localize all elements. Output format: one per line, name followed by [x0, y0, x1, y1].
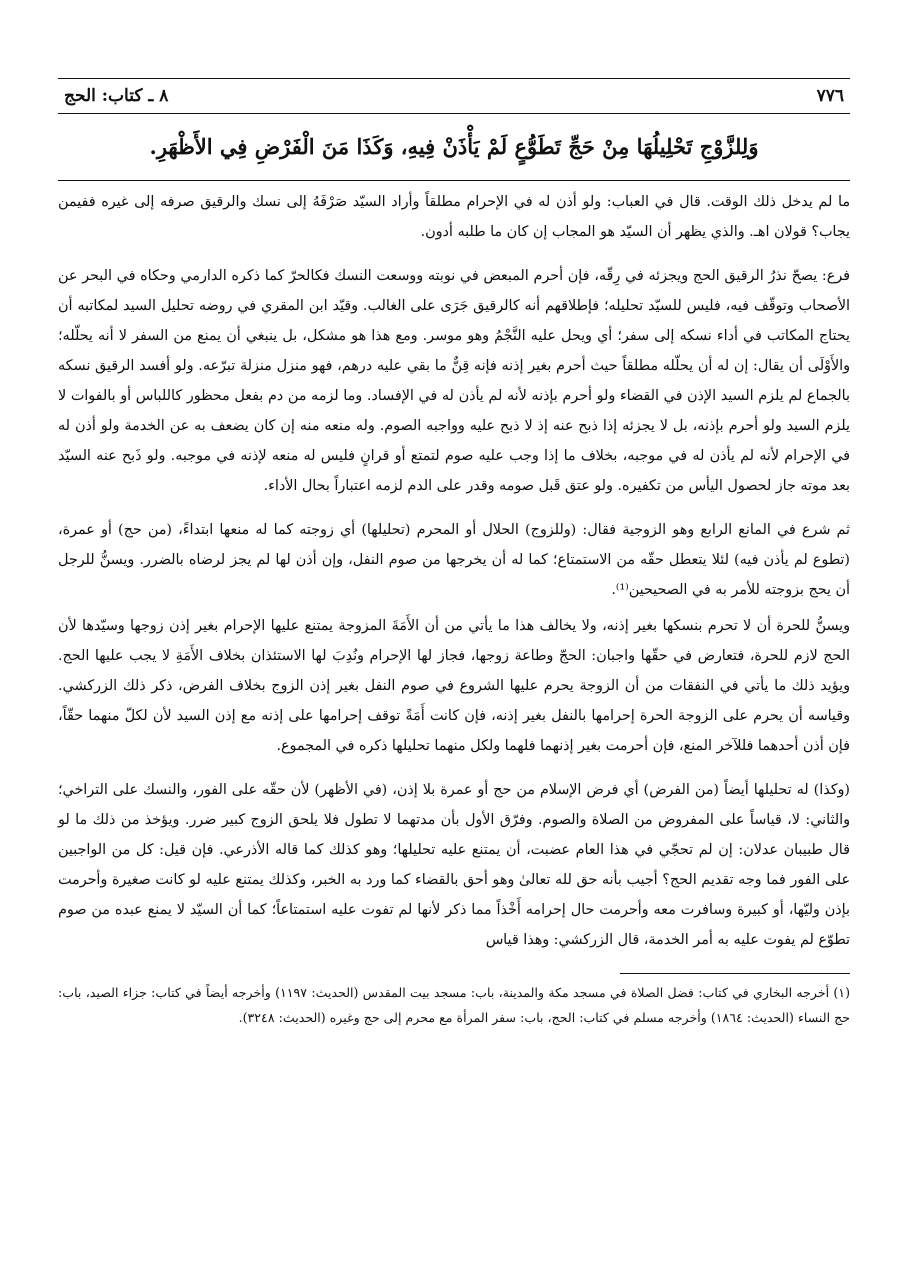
paragraph: ثم شرع في المانع الرابع وهو الزوجية فقال: (وللزوج) الحلال أو المحرم (تحليلها) أي زوجته كما له منعها ابتداءً، (من حج) أو عمرة، (تطوع لم يأذن فيه) لئلا يتعطل حقّه من الاستمتاع؛ كما له أن يخرجها من صوم النفل، وإن أذن لها لم يجز لرضاه بالضرر. ويسنُّ للرجل أن يحج بزوجته للأمر به في الصحيحين⁽¹⁾. — [58, 522, 850, 598]
footnote-divider — [620, 973, 850, 974]
book-page — [58, 78, 850, 1030]
footnote — [58, 980, 850, 1030]
footnote-text: (١) أخرجه البخاري في كتاب: فضل الصلاة في مسجد مكة والمدينة، باب: مسجد بيت المقدس (الحديث: ١١٩٧) وأخرجه أيضاً في كتاب: جزاء الصيد، باب: حج النساء (الحديث: ١٨٦٤) وأخرجه مسلم في كتاب: الحج، باب: سفر المرأة مع محرم إلى حج وغيره (الحديث: ٣٢٤٨). — [58, 985, 850, 1025]
matn-text: وَلِلزَّوْجِ تَحْلِيلُهَا مِنْ حَجِّ تَطَوُّعٍ لَمْ يَأْذَنْ فِيهِ، وَكَذَا مَنَ الْفَرْضِ فِي الأَظْهَرِ. — [149, 134, 759, 159]
paragraph: ما لم يدخل ذلك الوقت. قال في العباب: ولو أذن له في الإحرام مطلقاً وأراد السيّد صَرْفَهُ إلى نسك والرقيق صرفه إلى غيره ففيمن يجاب؟ قولان اهـ. والذي يظهر أن السيّد هو المجاب إن كان ما طلبه أدون. — [58, 194, 850, 240]
paragraph: فرع: يصحّ نذرُ الرقيق الحج ويجزئه في رِقّه، فإن أحرم المبعض في نوبته ووسعت النسك فكالحرّ كما ذكره الدارمي وحكاه في البحر عن الأصحاب وتوقّف فيه، فليس للسيّد تحليله؛ فإطلاقهم أنه كالرقيق جَرَى على الغالب. وقيّد ابن المقري في روضه تحليل السيد لمكاتبه أن يحتاج المكاتب في أداء نسكه إلى سفر؛ أي ويحل عليه النَّجْمُ وهو موسر. ومع هذا هو مشكل، بل ينبغي أن يمنع من السفر لا أنه يحلّله؛ والأَوْلَى أن يقال: إن له أن يحلّله مطلقاً حيث أحرم بغير إذنه فإنه قِنٌّ ما بقي عليه درهم، فهو منزل منزلة تبرّعه. ولو أفسد الرقيق نسكه بالجماع لم يلزم السيد الإذن في القضاء ولو أحرم بإذنه لأنه لم يأذن له في الإفساد. وما لزمه من دم بفعل محظور كاللباس أو بالفوات لا يلزم السيد ولو أحرم بإذنه، بل لا يجزئه إذا ذبح عنه إذ لا ذبح عليه وواجبه الصوم. وله منعه منه إن كان يضعف به عن الخدمة ولو أذن له في الإحرام لأنه لم يأذن له في موجبه، بخلاف ما إذا وجب عليه صوم لتمتع أو قرانٍ فليس له منعه لإذنه في موجبه. ولو ذَبح عنه السيّد بعد موته جاز لحصول اليأس من تكفيره. ولو عتق قَبل صومه وقدر على الدم لزمه اعتباراً بحال الأداء. — [58, 268, 850, 494]
commentary-body — [58, 187, 850, 955]
paragraph: ويسنُّ للحرة أن لا تحرم بنسكها بغير إذنه، ولا يخالف هذا ما يأتي من أن الأَمَةَ المزوجة يمتنع عليها الإحرام بغير إذن زوجها وسيّدها لأن الحج لازم للحرة، فتعارض في حقّها واجبان: الحجّ وطاعة زوجها، فجاز لها الإحرام ونُدِبَ لها الاستئذان بخلاف الأَمَةِ لا يجب عليها الحج. ويؤيد ذلك ما يأتي في النفقات من أن الزوجة يحرم عليها الشروع في صوم النفل بغير إذن الزوج بخلاف الفرض، ذكر ذلك الزركشي. وقياسه أن يحرم على الزوجة الحرة إحرامها بالنفل بغير إذنه، فإن كانت أَمَةً توقف إحرامها على إذنه مع إذن السيد لأن لكلّ منهما حقّاً، فإن أذن أحدهما فللآخر المنع، فإن أحرمت بغير إذنهما فلهما ولكل منهما تحليلها ذكره في المجموع. — [58, 618, 850, 754]
running-header — [58, 78, 850, 114]
matn-divider — [58, 180, 850, 181]
chapter-title: ٨ ـ كتاب: الحج — [64, 86, 169, 106]
paragraph: (وكذا) له تحليلها أيضاً (من الفرض) أي فرض الإسلام من حج أو عمرة بلا إذن، (في الأظهر) لأن حقّه على الفور، والنسك على التراخي؛ والثاني: لا، قياساً على المفروض من الصلاة والصوم. وفرّق الأول بأن مدتهما لا تطول فلا يلحق الزوج كبير ضرر. ويؤخذ من ذلك ما لو قال طبيبان عدلان: إن لم تحجّي في هذا العام عضبت، أن يمتنع عليه تحليلها؛ وهو كذلك كما قاله الأذرعي. فإن قيل: كل من الواجبين على الفور فما وجه تقديم الحج؟ أجيب بأنه حق لله تعالىٰ وهو أحق بالقضاء كما ورد به الخبر، وكذلك يمتنع عليه لو كانت صغيرة وأحرمت بإذن وليّها، أو كبيرة وسافرت معه وأحرمت حال إحرامه أَخْذاً مما ذكر لأنها لم تفوت عليه استمتاعاً؛ كما أن السيّد لا يمنع عبده من صوم تطوّع لم يفوت عليه به أمر الخدمة، قال الزركشي: وهذا قياس — [58, 782, 850, 948]
page-number: ٧٧٦ — [816, 86, 844, 106]
